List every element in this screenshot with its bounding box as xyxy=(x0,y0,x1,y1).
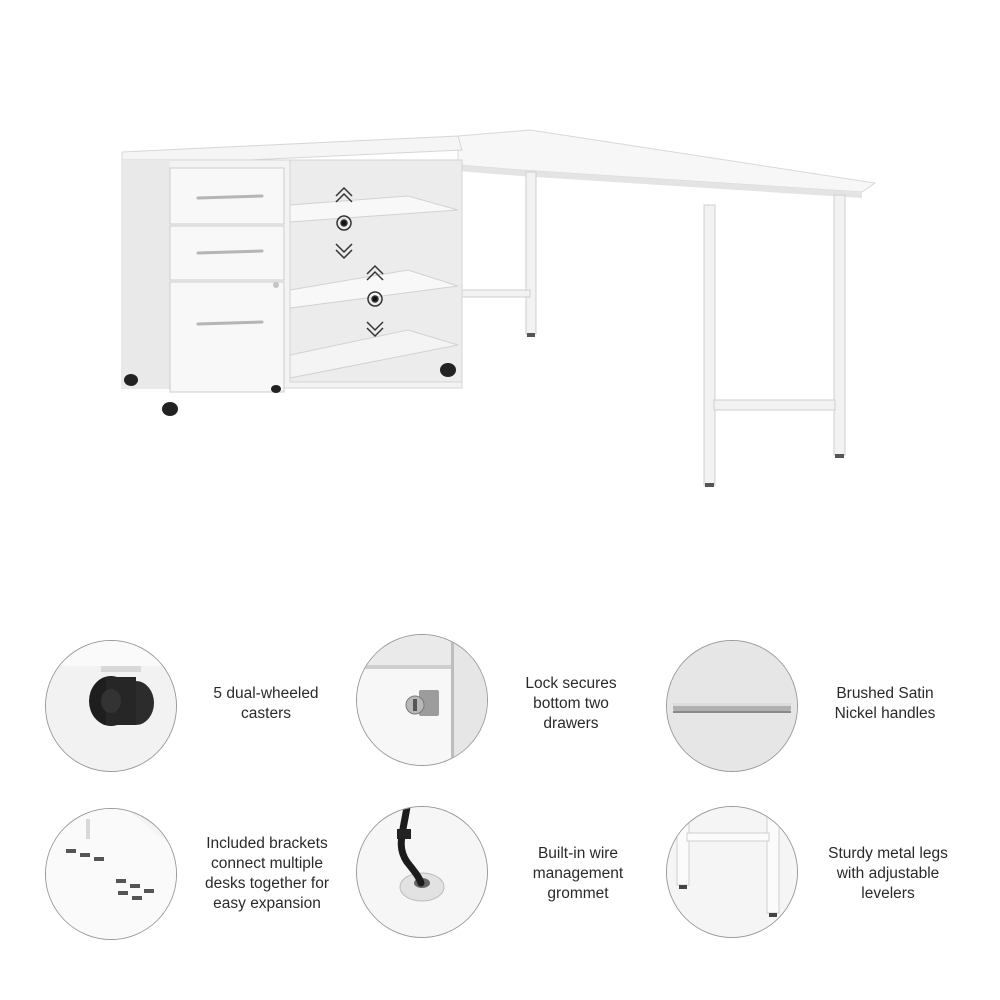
feature-caption: Brushed Satin Nickel handles xyxy=(834,685,936,722)
feature-caption: 5 dual-wheeled casters xyxy=(213,685,319,722)
drawer-stack xyxy=(170,168,284,392)
connector-bracket-icon xyxy=(45,808,177,940)
feature-caption: Built-in wire management grommet xyxy=(532,845,624,902)
caster-wheel-icon xyxy=(45,640,177,772)
desk-legs xyxy=(460,172,845,485)
drawer-lock-icon xyxy=(356,634,488,766)
feature-caption: Included brackets connect multiple desks together for easy expansion xyxy=(204,835,330,912)
feature-caption: Sturdy metal legs with adjustable levelers xyxy=(828,845,948,902)
metal-leg-icon xyxy=(666,806,798,938)
drawer-handle-icon xyxy=(666,640,798,772)
wire-grommet-icon xyxy=(356,806,488,938)
feature-caption: Lock secures bottom two drawers xyxy=(525,675,617,732)
